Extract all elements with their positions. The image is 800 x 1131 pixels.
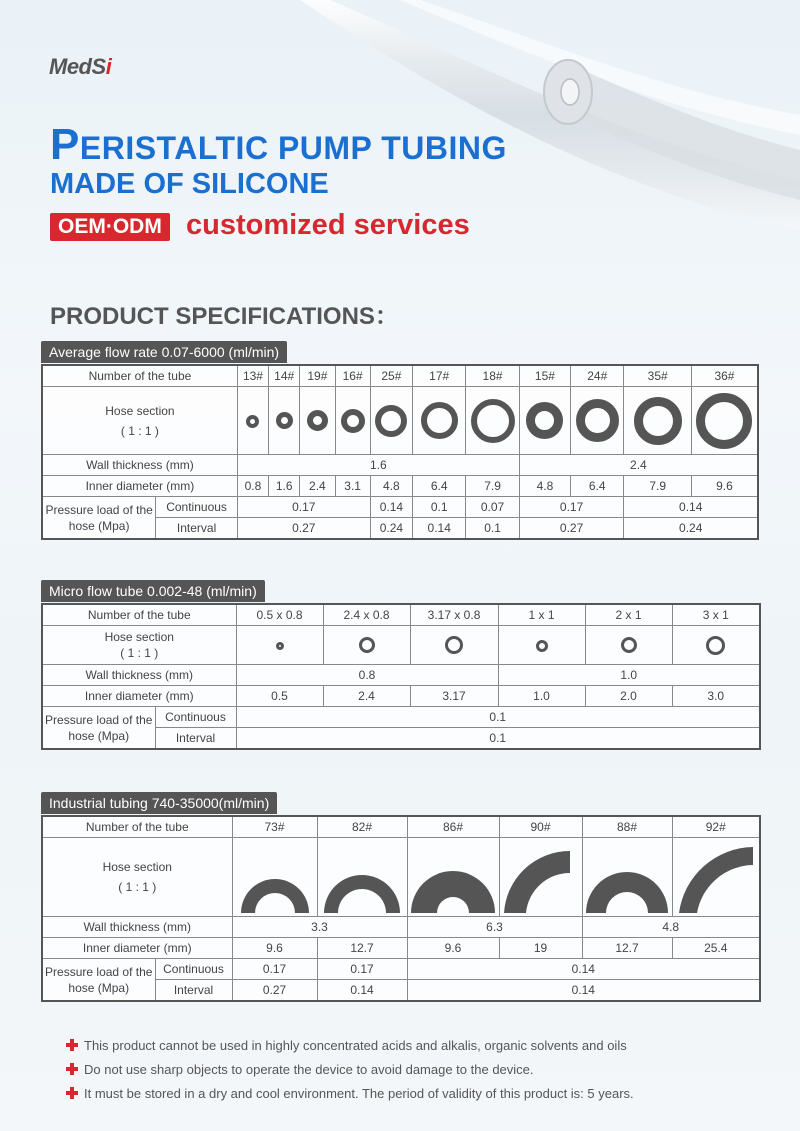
interval-value: 0.24 <box>624 518 758 540</box>
ring-icon <box>519 387 570 455</box>
tube-number: 14# <box>269 365 300 387</box>
continuous-value: 0.14 <box>407 959 760 980</box>
interval-value: 0.1 <box>466 518 519 540</box>
wall-value: 1.0 <box>498 665 760 686</box>
continuous-value: 0.17 <box>237 497 370 518</box>
tube-number: 73# <box>232 816 317 838</box>
wall-value: 3.3 <box>232 917 407 938</box>
ring-icon <box>407 838 499 917</box>
micro-flow-table <box>41 603 761 750</box>
ring-icon <box>232 838 317 917</box>
tube-number: 86# <box>407 816 499 838</box>
ring-icon <box>466 387 519 455</box>
tube-number: 3.17 x 0.8 <box>410 604 498 626</box>
inner-value: 4.8 <box>370 476 412 497</box>
inner-value: 9.6 <box>232 938 317 959</box>
continuous-label: Continuous <box>155 707 236 728</box>
interval-value: 0.14 <box>413 518 466 540</box>
red-cross-icon <box>66 1063 78 1075</box>
continuous-label: Continuous <box>156 497 238 518</box>
table1-label: Average flow rate 0.07-6000 (ml/min) <box>41 341 287 363</box>
number-label: Number of the tube <box>42 604 236 626</box>
tube-number: 25# <box>370 365 412 387</box>
continuous-value: 0.1 <box>413 497 466 518</box>
wall-value: 6.3 <box>407 917 582 938</box>
average-flow-table <box>41 364 759 540</box>
interval-label: Interval <box>156 518 238 540</box>
ring-icon <box>410 626 498 665</box>
tube-number: 1 x 1 <box>498 604 585 626</box>
inner-value: 19 <box>499 938 582 959</box>
ring-icon <box>237 387 268 455</box>
inner-value: 3.0 <box>672 686 760 707</box>
tube-number: 19# <box>300 365 335 387</box>
continuous-value: 0.14 <box>370 497 412 518</box>
inner-label: Inner diameter (mm) <box>42 476 237 497</box>
services-subtitle: customized services <box>186 209 470 241</box>
tube-number: 0.5 x 0.8 <box>236 604 323 626</box>
inner-value: 1.6 <box>269 476 300 497</box>
interval-value: 0.27 <box>519 518 624 540</box>
interval-value: 0.24 <box>370 518 412 540</box>
continuous-value: 0.17 <box>519 497 624 518</box>
continuous-value: 0.14 <box>624 497 758 518</box>
note-item: This product cannot be used in highly concentrated acids and alkalis, organic solvents and oils <box>66 1038 627 1053</box>
red-cross-icon <box>66 1087 78 1099</box>
continuous-value: 0.07 <box>466 497 519 518</box>
wall-label: Wall thickness (mm) <box>42 917 232 938</box>
inner-value: 3.17 <box>410 686 498 707</box>
page-title-line2: MADE OF SILICONE <box>50 168 329 200</box>
ring-icon <box>236 626 323 665</box>
tube-number: 24# <box>571 365 624 387</box>
hose-section-label: Hose section ( 1 : 1 ) <box>42 626 236 665</box>
pressure-label: Pressure load of the hose (Mpa) <box>42 497 156 540</box>
tube-number: 13# <box>237 365 268 387</box>
interval-value: 0.1 <box>236 728 760 750</box>
interval-value: 0.14 <box>317 980 407 1002</box>
pressure-label: Pressure load of the hose (Mpa) <box>42 707 155 750</box>
inner-value: 12.7 <box>317 938 407 959</box>
ring-icon <box>582 838 672 917</box>
ring-icon <box>300 387 335 455</box>
pressure-label: Pressure load of the hose (Mpa) <box>42 959 155 1002</box>
interval-value: 0.27 <box>237 518 370 540</box>
tube-number: 18# <box>466 365 519 387</box>
inner-value: 0.5 <box>236 686 323 707</box>
inner-value: 12.7 <box>582 938 672 959</box>
wall-label: Wall thickness (mm) <box>42 455 237 476</box>
ring-icon <box>413 387 466 455</box>
ring-icon <box>672 838 760 917</box>
inner-value: 9.6 <box>407 938 499 959</box>
tube-number: 2 x 1 <box>585 604 672 626</box>
tube-number: 17# <box>413 365 466 387</box>
ring-icon <box>585 626 672 665</box>
inner-value: 2.0 <box>585 686 672 707</box>
inner-value: 3.1 <box>335 476 370 497</box>
tube-number: 15# <box>519 365 570 387</box>
inner-value: 1.0 <box>498 686 585 707</box>
ring-icon <box>672 626 760 665</box>
interval-label: Interval <box>155 980 232 1002</box>
table2-label: Micro flow tube 0.002-48 (ml/min) <box>41 580 265 602</box>
inner-value: 6.4 <box>413 476 466 497</box>
tube-number: 36# <box>691 365 758 387</box>
tube-number: 92# <box>672 816 760 838</box>
table3-label: Industrial tubing 740-35000(ml/min) <box>41 792 277 814</box>
note-item: It must be stored in a dry and cool environment. The period of validity of this product is: 5 years. <box>66 1086 634 1101</box>
red-cross-icon <box>66 1039 78 1051</box>
ring-icon <box>571 387 624 455</box>
wall-label: Wall thickness (mm) <box>42 665 236 686</box>
ring-icon <box>624 387 691 455</box>
hose-section-label: Hose section ( 1 : 1 ) <box>42 387 237 455</box>
inner-value: 7.9 <box>466 476 519 497</box>
inner-value: 2.4 <box>300 476 335 497</box>
continuous-label: Continuous <box>155 959 232 980</box>
page-title: PERISTALTIC PUMP TUBING <box>50 120 507 169</box>
inner-label: Inner diameter (mm) <box>42 686 236 707</box>
ring-icon <box>370 387 412 455</box>
inner-value: 4.8 <box>519 476 570 497</box>
inner-value: 2.4 <box>323 686 410 707</box>
inner-value: 0.8 <box>237 476 268 497</box>
industrial-tubing-table <box>41 815 761 1002</box>
interval-value: 0.27 <box>232 980 317 1002</box>
tube-number: 90# <box>499 816 582 838</box>
inner-value: 6.4 <box>571 476 624 497</box>
tube-number: 35# <box>624 365 691 387</box>
tube-number: 16# <box>335 365 370 387</box>
tube-number: 2.4 x 0.8 <box>323 604 410 626</box>
inner-value: 7.9 <box>624 476 691 497</box>
ring-icon <box>323 626 410 665</box>
continuous-value: 0.17 <box>232 959 317 980</box>
ring-icon <box>691 387 758 455</box>
tube-number: 88# <box>582 816 672 838</box>
inner-value: 25.4 <box>672 938 760 959</box>
ring-icon <box>317 838 407 917</box>
oem-odm-badge: OEM·ODM <box>50 213 170 241</box>
tube-number: 3 x 1 <box>672 604 760 626</box>
inner-value: 9.6 <box>691 476 758 497</box>
tube-number: 82# <box>317 816 407 838</box>
continuous-value: 0.1 <box>236 707 760 728</box>
interval-label: Interval <box>155 728 236 750</box>
number-label: Number of the tube <box>42 816 232 838</box>
ring-icon <box>269 387 300 455</box>
ring-icon <box>499 838 582 917</box>
continuous-value: 0.17 <box>317 959 407 980</box>
inner-label: Inner diameter (mm) <box>42 938 232 959</box>
hose-section-label: Hose section ( 1 : 1 ) <box>42 838 232 917</box>
brand-logo: MedSi <box>49 54 112 79</box>
wall-value: 2.4 <box>519 455 758 476</box>
interval-value: 0.14 <box>407 980 760 1002</box>
note-item: Do not use sharp objects to operate the device to avoid damage to the device. <box>66 1062 534 1077</box>
wall-value: 4.8 <box>582 917 760 938</box>
wall-value: 0.8 <box>236 665 498 686</box>
spec-heading: PRODUCT SPECIFICATIONS： <box>50 303 399 330</box>
ring-icon <box>498 626 585 665</box>
wall-value: 1.6 <box>237 455 519 476</box>
number-label: Number of the tube <box>42 365 237 387</box>
ring-icon <box>335 387 370 455</box>
